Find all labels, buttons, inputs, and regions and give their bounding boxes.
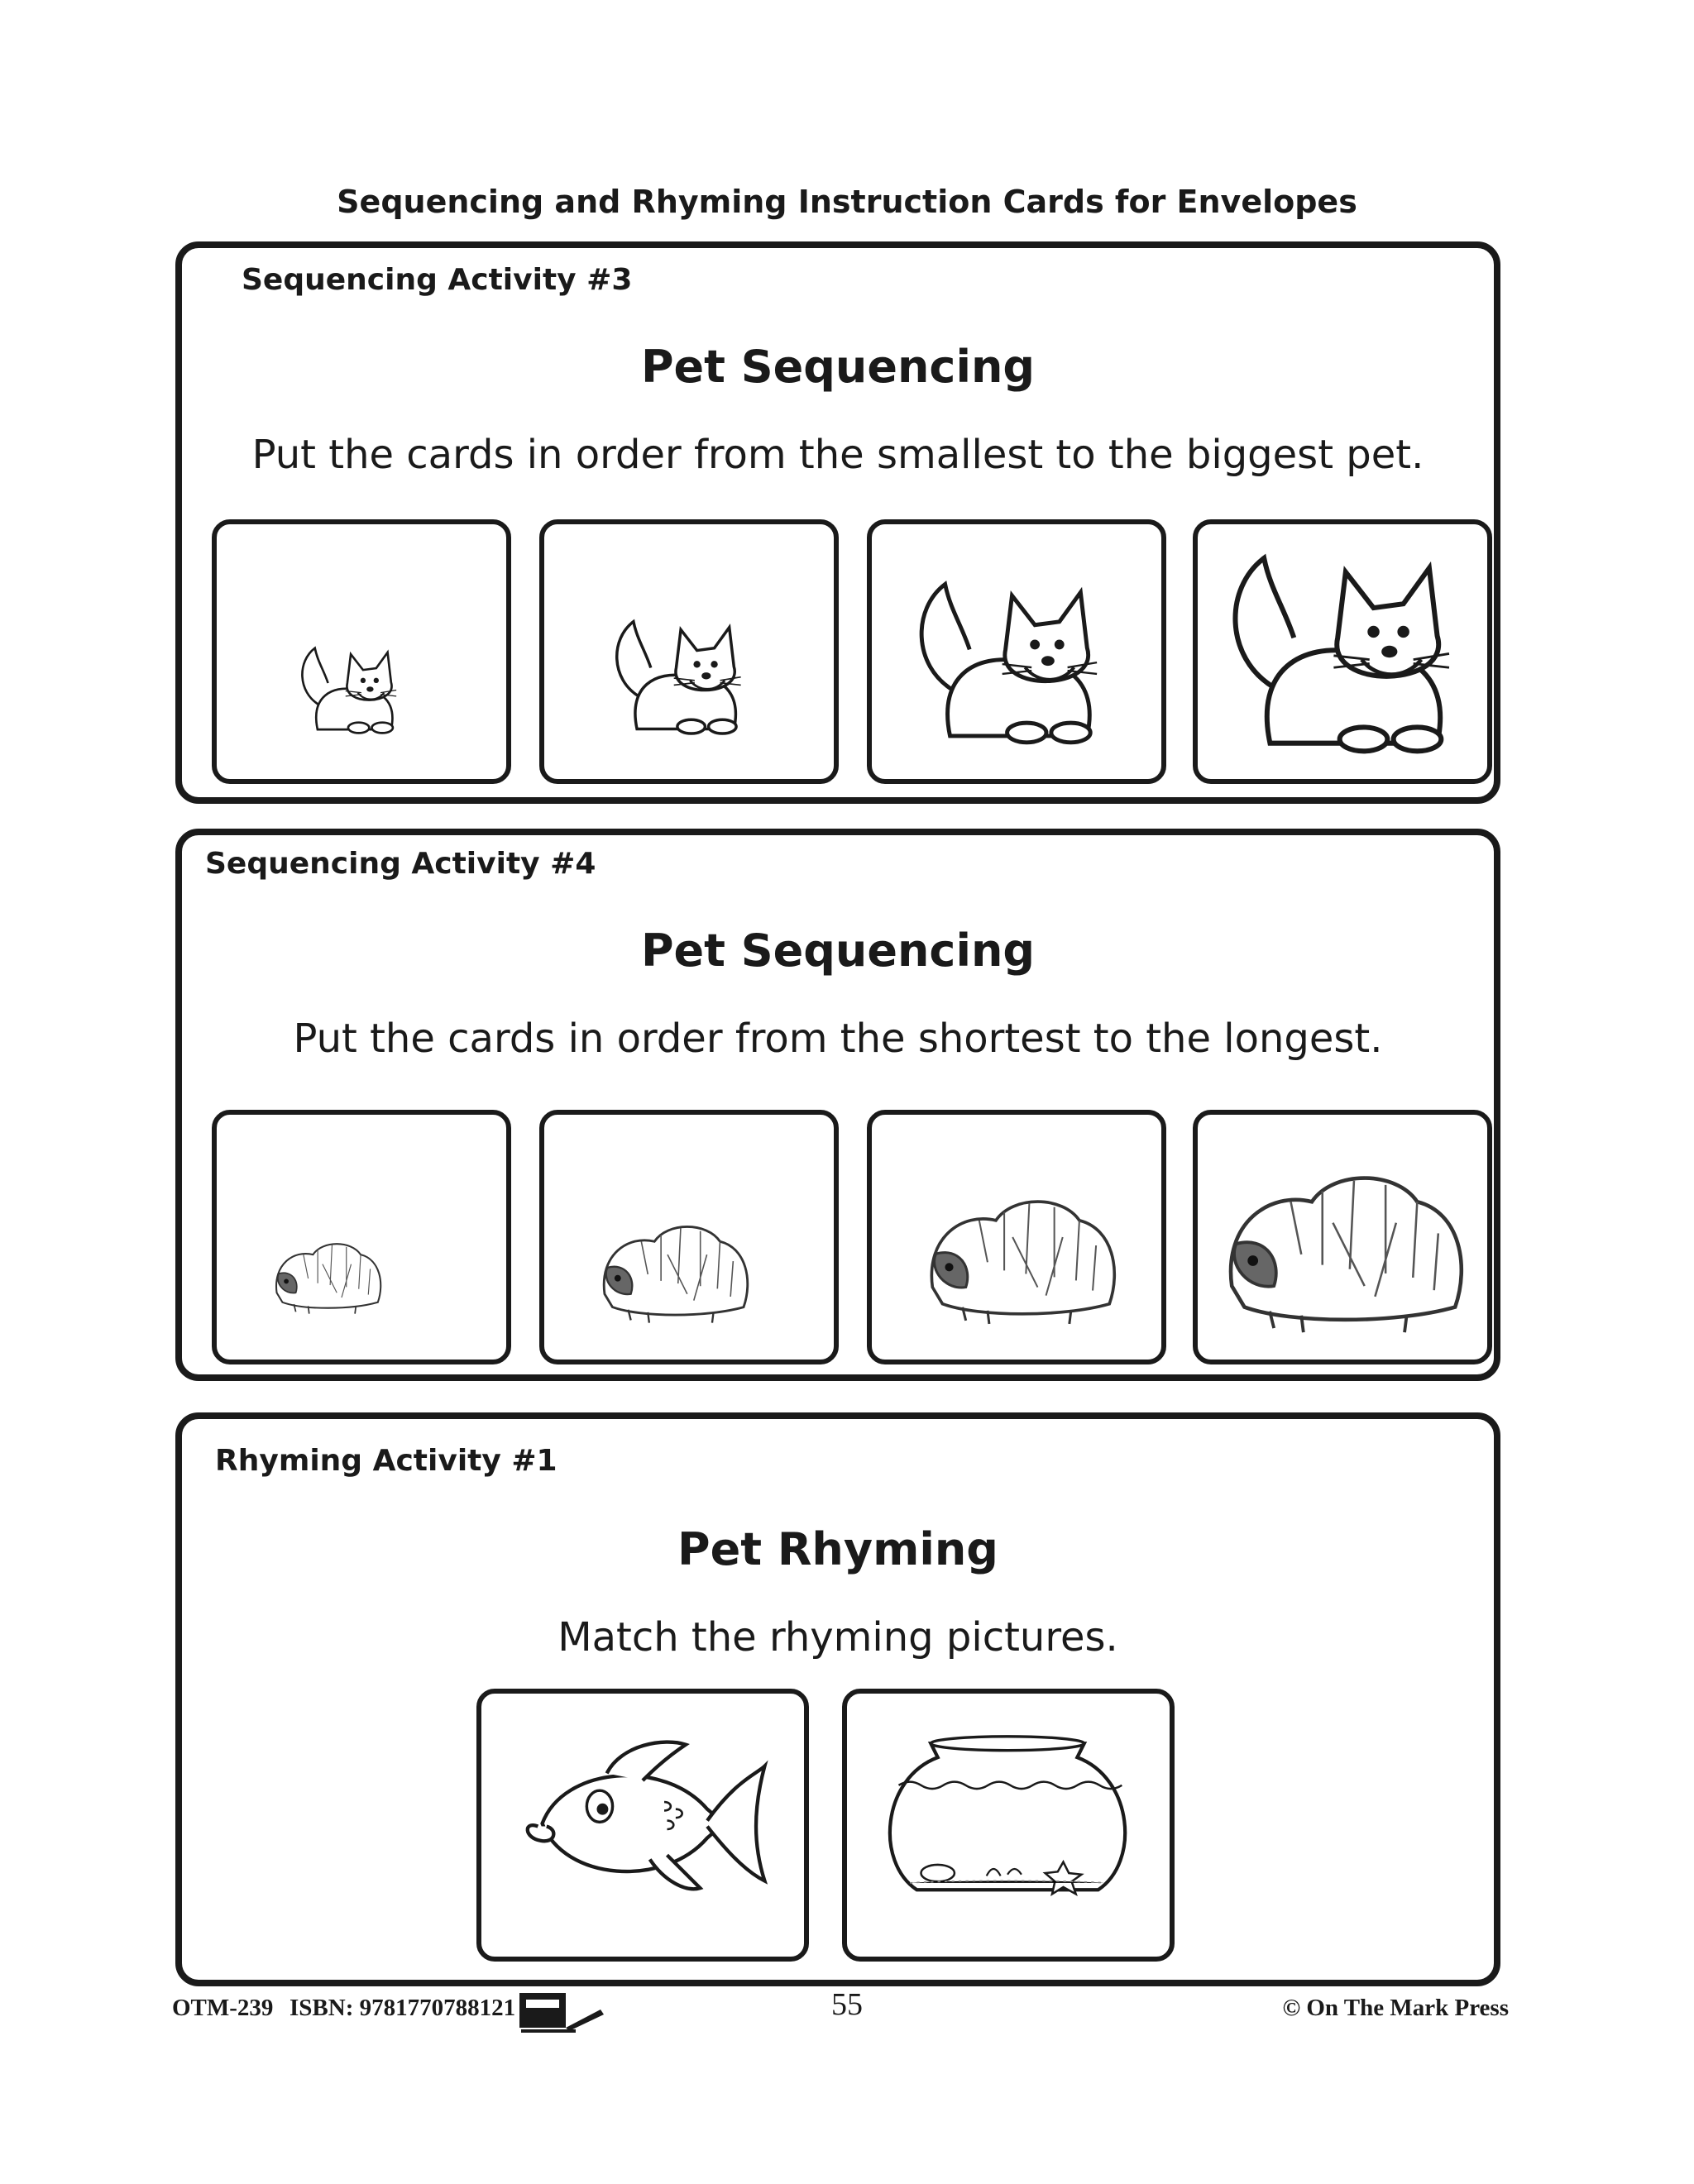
card-title: Pet Sequencing [640,925,1036,977]
picture-card-3 [867,519,1166,784]
card-title: Pet Rhyming [677,1523,998,1575]
card-label: Sequencing Activity #4 [205,847,596,881]
guinea-pig-icon [872,1115,1161,1360]
card-label: Sequencing Activity #3 [242,263,633,297]
cat-icon [544,524,834,779]
fishbowl-icon [847,1694,1170,1957]
cat-icon [217,524,506,779]
picture-card-fish [476,1689,809,1962]
footer-copyright: © On The Mark Press [1282,1995,1509,2021]
card-instruction: Match the rhyming pictures. [557,1614,1118,1661]
picture-card-2 [539,1110,839,1364]
sequencing-card-4 [175,829,1500,1381]
card-instruction: Put the cards in order from the smallest to the biggest pet. [251,432,1424,478]
picture-card-2 [539,519,839,784]
sequencing-card-3 [175,241,1500,804]
card-instruction: Put the cards in order from the shortest to the longest. [293,1016,1383,1062]
cat-icon [1198,524,1487,779]
picture-card-4 [1193,519,1492,784]
card-title: Pet Sequencing [640,341,1036,393]
picture-card-1 [212,519,511,784]
rhyming-card-1 [175,1412,1500,1986]
cat-icon [872,524,1161,779]
footer-isbn: ISBN: 9781770788121 [290,1995,516,2021]
picture-card-3 [867,1110,1166,1364]
guinea-pig-icon [217,1115,506,1360]
page-title: Sequencing and Rhyming Instruction Cards for Envelopes [337,184,1357,220]
page-number: 55 [831,1987,863,2022]
footer-code: OTM-239 [172,1995,274,2021]
guinea-pig-icon [544,1115,834,1360]
card-label: Rhyming Activity #1 [215,1444,557,1478]
guinea-pig-icon [1198,1115,1487,1360]
picture-card-1 [212,1110,511,1364]
fish-icon [481,1694,804,1957]
picture-card-4 [1193,1110,1492,1364]
picture-card-fishbowl [842,1689,1175,1962]
